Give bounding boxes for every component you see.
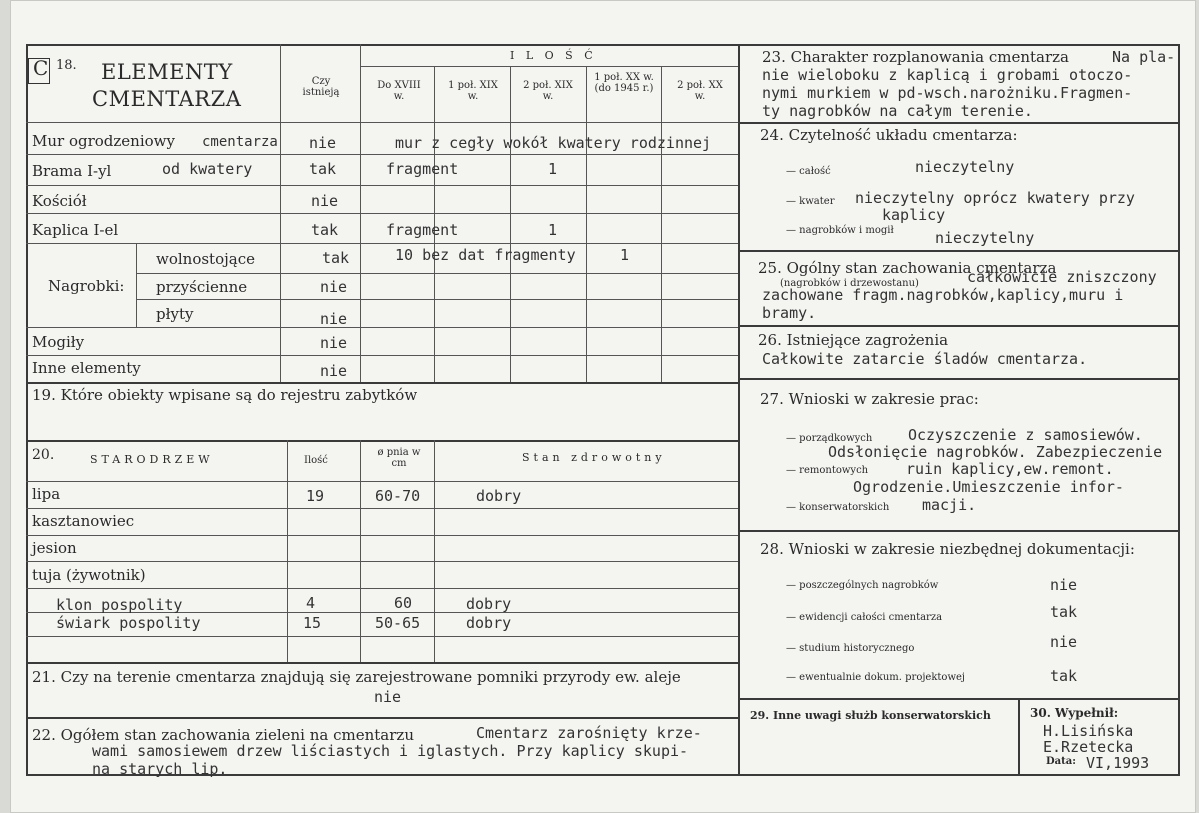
tree-count-header: Ilość	[304, 455, 328, 466]
element-label: Mogiły	[32, 333, 85, 351]
section-23-label: 23. Charakter rozplanowania cmentarza	[762, 48, 1069, 66]
section-22-answer: na starych lip.	[92, 760, 228, 778]
element-label: przyścienne	[156, 278, 248, 296]
tree-count: 15	[303, 614, 322, 632]
works-value: macji.	[922, 496, 977, 514]
readability-value: nieczytelny oprócz kwatery przy	[855, 189, 1135, 207]
section-21-label: 21. Czy na terenie cmentarza znajdują się zarejestrowane pomniki przyrody ew. aleje	[32, 668, 681, 686]
tree-health: dobry	[466, 595, 512, 613]
documentation-value: nie	[1050, 633, 1078, 651]
readability-sub-label: — całość	[786, 166, 831, 177]
element-label: Inne elementy	[32, 359, 141, 377]
period-header: Do XVIII w.	[377, 80, 421, 102]
tree-diameter: 60	[394, 594, 413, 612]
section-23-answer: nie wieloboku z kaplicą i grobami otoczo-	[762, 66, 1133, 84]
exists-value: tak	[311, 221, 339, 239]
date-value: VI,1993	[1086, 754, 1150, 772]
typed-label: od kwatery	[162, 160, 253, 178]
section-26-label: 26. Istniejące zagrożenia	[758, 331, 949, 349]
tree-diameter-header: ø pnia w cm	[377, 447, 421, 469]
old-trees-header: STARODRZEW	[90, 453, 214, 466]
section-23-answer: nymi murkiem w pd-wsch.narożniku.Fragmen-	[762, 84, 1133, 102]
element-label: Brama I-yl	[32, 162, 112, 180]
readability-value: nieczytelny	[935, 229, 1035, 247]
element-note: fragment	[386, 221, 459, 239]
works-sub-label: — remontowych	[786, 465, 869, 476]
tombstones-label: Nagrobki:	[48, 277, 125, 295]
element-count: 1	[620, 246, 630, 264]
element-note: fragment	[386, 160, 459, 178]
documentation-sub-label: — ewidencji całości cmentarza	[786, 612, 943, 623]
section-22-label: 22. Ogółem stan zachowania zieleni na cmentarzu	[32, 726, 414, 744]
readability-sub-label: — kwater	[786, 196, 835, 207]
documentation-value: tak	[1050, 667, 1078, 685]
exists-header: Czy istnieją	[302, 76, 340, 98]
element-note: mur z cegły wokół kwatery rodzinnej	[395, 134, 712, 152]
tree-name: lipa	[32, 485, 61, 503]
title-line-1: ELEMENTY	[101, 60, 233, 84]
period-header: 2 poł. XIX w.	[523, 80, 573, 102]
element-label: Kaplica I-el	[32, 221, 119, 239]
exists-value: tak	[309, 160, 337, 178]
readability-value: kaplicy	[882, 206, 946, 224]
exists-value: nie	[320, 334, 348, 352]
element-label: Mur ogrodzeniowy	[32, 132, 175, 150]
section-letter: C	[33, 56, 49, 80]
period-header: 1 poł. XIX w.	[448, 80, 498, 102]
exists-value: nie	[320, 310, 348, 328]
readability-sub-label: — nagrobków i mogił	[786, 225, 894, 236]
works-sub-label: — porządkowych	[786, 433, 873, 444]
exists-value: nie	[320, 278, 348, 296]
section-23-answer: ty nagrobków na całym terenie.	[762, 102, 1033, 120]
element-label: płyty	[156, 305, 194, 323]
element-count: 1	[548, 221, 558, 239]
section-number: 18.	[56, 58, 77, 73]
section-25-answer: całkowicie zniszczony	[967, 268, 1157, 286]
documentation-sub-label: — ewentualnie dokum. projektowej	[786, 672, 966, 683]
quantity-header: I L O Ś Ć	[510, 49, 597, 62]
element-note: 10 bez dat fragmenty	[395, 246, 576, 264]
works-value: Ogrodzenie.Umieszczenie infor-	[853, 478, 1124, 496]
exists-value: tak	[322, 249, 350, 267]
works-value: ruin kaplicy,ew.remont.	[906, 460, 1114, 478]
period-header: 1 poł. XX w. (do 1945 r.)	[594, 72, 654, 94]
works-value: Oczyszczenie z samosiewów.	[908, 426, 1143, 444]
tree-health-header: Stan zdrowotny	[522, 451, 666, 464]
section-25-answer: zachowane fragm.nagrobków,kaplicy,muru i	[762, 286, 1124, 304]
tree-name: jesion	[32, 539, 77, 557]
section-25-answer: bramy.	[762, 304, 817, 322]
filled-by-name: H.Lisińska	[1043, 722, 1134, 740]
tree-diameter: 50-65	[375, 614, 421, 632]
section-28-label: 28. Wnioski w zakresie niezbędnej dokumentacji:	[760, 540, 1135, 558]
exists-value: nie	[320, 362, 348, 380]
tree-count: 4	[306, 594, 316, 612]
inventory-card	[10, 0, 1196, 813]
documentation-sub-label: — poszczególnych nagrobków	[786, 580, 939, 591]
section-30-label: 30. Wypełnił:	[1030, 706, 1119, 720]
exists-value: nie	[309, 134, 337, 152]
section-25-sub-label: (nagrobków i drzewostanu)	[780, 278, 919, 289]
section-23-answer: Na pla-	[1112, 48, 1176, 66]
tree-count: 19	[306, 487, 325, 505]
typed-label: cmentarza	[202, 134, 278, 150]
tree-diameter: 60-70	[375, 487, 421, 505]
section-21-answer: nie	[374, 688, 402, 706]
works-sub-label: — konserwatorskich	[786, 502, 890, 513]
section-25-label: 25. Ogólny stan zachowania cmentarza	[758, 259, 1057, 277]
tree-name: świark pospolity	[56, 614, 201, 632]
section-27-label: 27. Wnioski w zakresie prac:	[760, 390, 979, 408]
filled-by-name: E.Rzetecka	[1043, 738, 1134, 756]
tree-name: kasztanowiec	[32, 512, 135, 530]
title-line-2: CMENTARZA	[92, 87, 242, 111]
section-20-number: 20.	[32, 447, 55, 463]
documentation-sub-label: — studium historycznego	[786, 643, 915, 654]
element-label: wolnostojące	[156, 250, 255, 268]
tree-health: dobry	[466, 614, 512, 632]
exists-value: nie	[311, 192, 339, 210]
documentation-value: nie	[1050, 576, 1078, 594]
section-29-label: 29. Inne uwagi służb konserwatorskich	[750, 709, 991, 722]
documentation-value: tak	[1050, 603, 1078, 621]
element-count: 1	[548, 160, 558, 178]
section-22-answer: wami samosiewem drzew liściastych i iglastych. Przy kaplicy skupi-	[92, 742, 689, 760]
element-label: Kościół	[32, 192, 87, 210]
tree-health: dobry	[476, 487, 522, 505]
tree-name: tuja (żywotnik)	[32, 566, 146, 584]
section-24-label: 24. Czytelność układu cmentarza:	[760, 126, 1018, 144]
period-header: 2 poł. XX w.	[677, 80, 723, 102]
tree-name: klon pospolity	[56, 596, 183, 614]
date-label: Data:	[1046, 756, 1076, 767]
section-22-answer: Cmentarz zarośnięty krze-	[476, 724, 702, 742]
section-26-answer: Całkowite zatarcie śladów cmentarza.	[762, 350, 1088, 368]
readability-value: nieczytelny	[915, 158, 1015, 176]
section-19-label: 19. Które obiekty wpisane są do rejestru zabytków	[32, 386, 418, 404]
works-value: Odsłonięcie nagrobków. Zabezpieczenie	[828, 443, 1163, 461]
